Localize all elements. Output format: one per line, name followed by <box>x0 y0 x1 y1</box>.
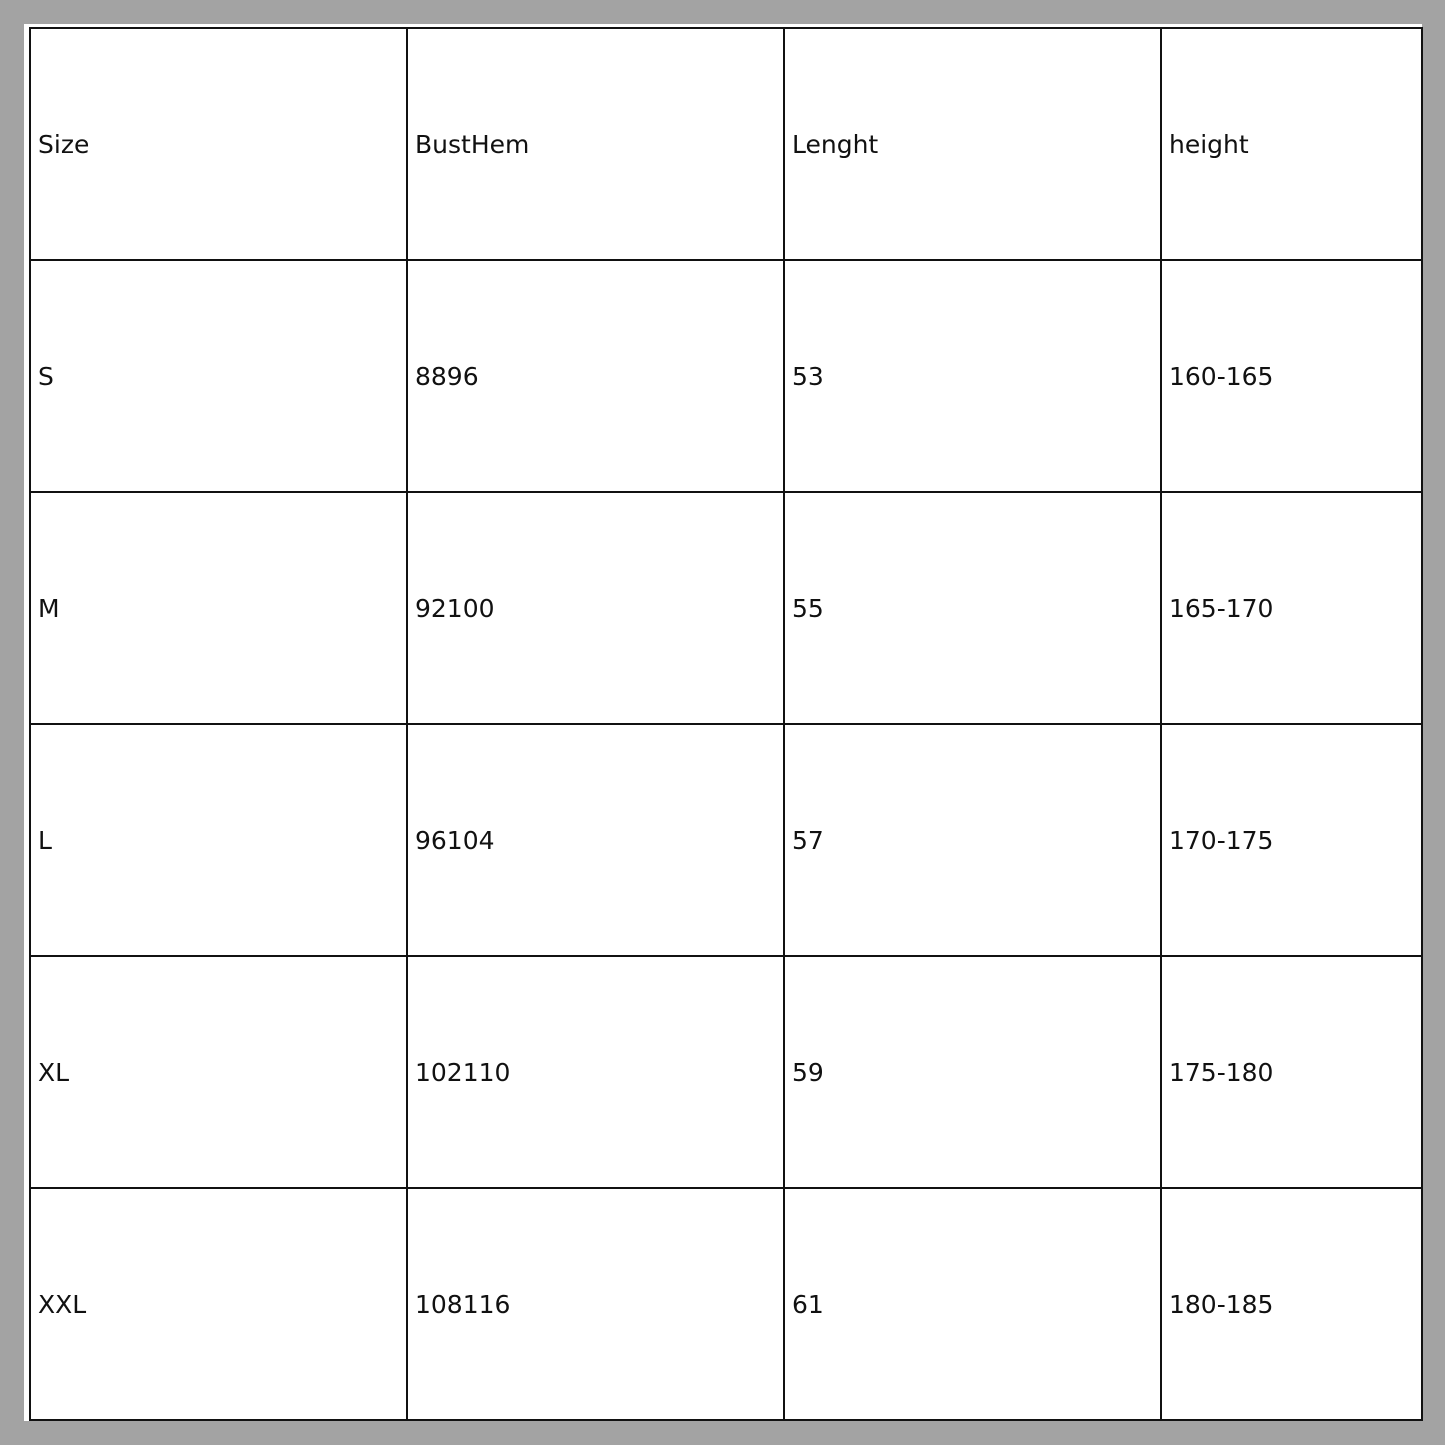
table-row <box>30 956 1422 1188</box>
table-cell: 55 <box>784 492 1161 724</box>
table-row <box>30 492 1422 724</box>
table-cell: XL <box>30 956 407 1188</box>
header-cell-height: height <box>1161 28 1422 260</box>
table-cell: L <box>30 724 407 956</box>
table-cell: 57 <box>784 724 1161 956</box>
size-chart-table <box>29 27 1423 1421</box>
table-cell: 59 <box>784 956 1161 1188</box>
table-row <box>30 1188 1422 1420</box>
table-cell: 53 <box>784 260 1161 492</box>
header-cell-size: Size <box>30 28 407 260</box>
table-cell: 170-175 <box>1161 724 1422 956</box>
table-cell: XXL <box>30 1188 407 1420</box>
table-cell: S <box>30 260 407 492</box>
table-cell: 8896 <box>407 260 784 492</box>
table-row <box>30 724 1422 956</box>
table-cell: 96104 <box>407 724 784 956</box>
table-cell: 180-185 <box>1161 1188 1422 1420</box>
header-cell-busthem: BustHem <box>407 28 784 260</box>
table-cell: 102110 <box>407 956 784 1188</box>
table-cell: 92100 <box>407 492 784 724</box>
table-cell: 165-170 <box>1161 492 1422 724</box>
table-cell: 175-180 <box>1161 956 1422 1188</box>
table-cell: 108116 <box>407 1188 784 1420</box>
table-row <box>30 260 1422 492</box>
table-header-row <box>30 28 1422 260</box>
header-cell-length: Lenght <box>784 28 1161 260</box>
table-cell: M <box>30 492 407 724</box>
table-cell: 61 <box>784 1188 1161 1420</box>
table-cell: 160-165 <box>1161 260 1422 492</box>
size-chart-sheet <box>24 24 1422 1421</box>
